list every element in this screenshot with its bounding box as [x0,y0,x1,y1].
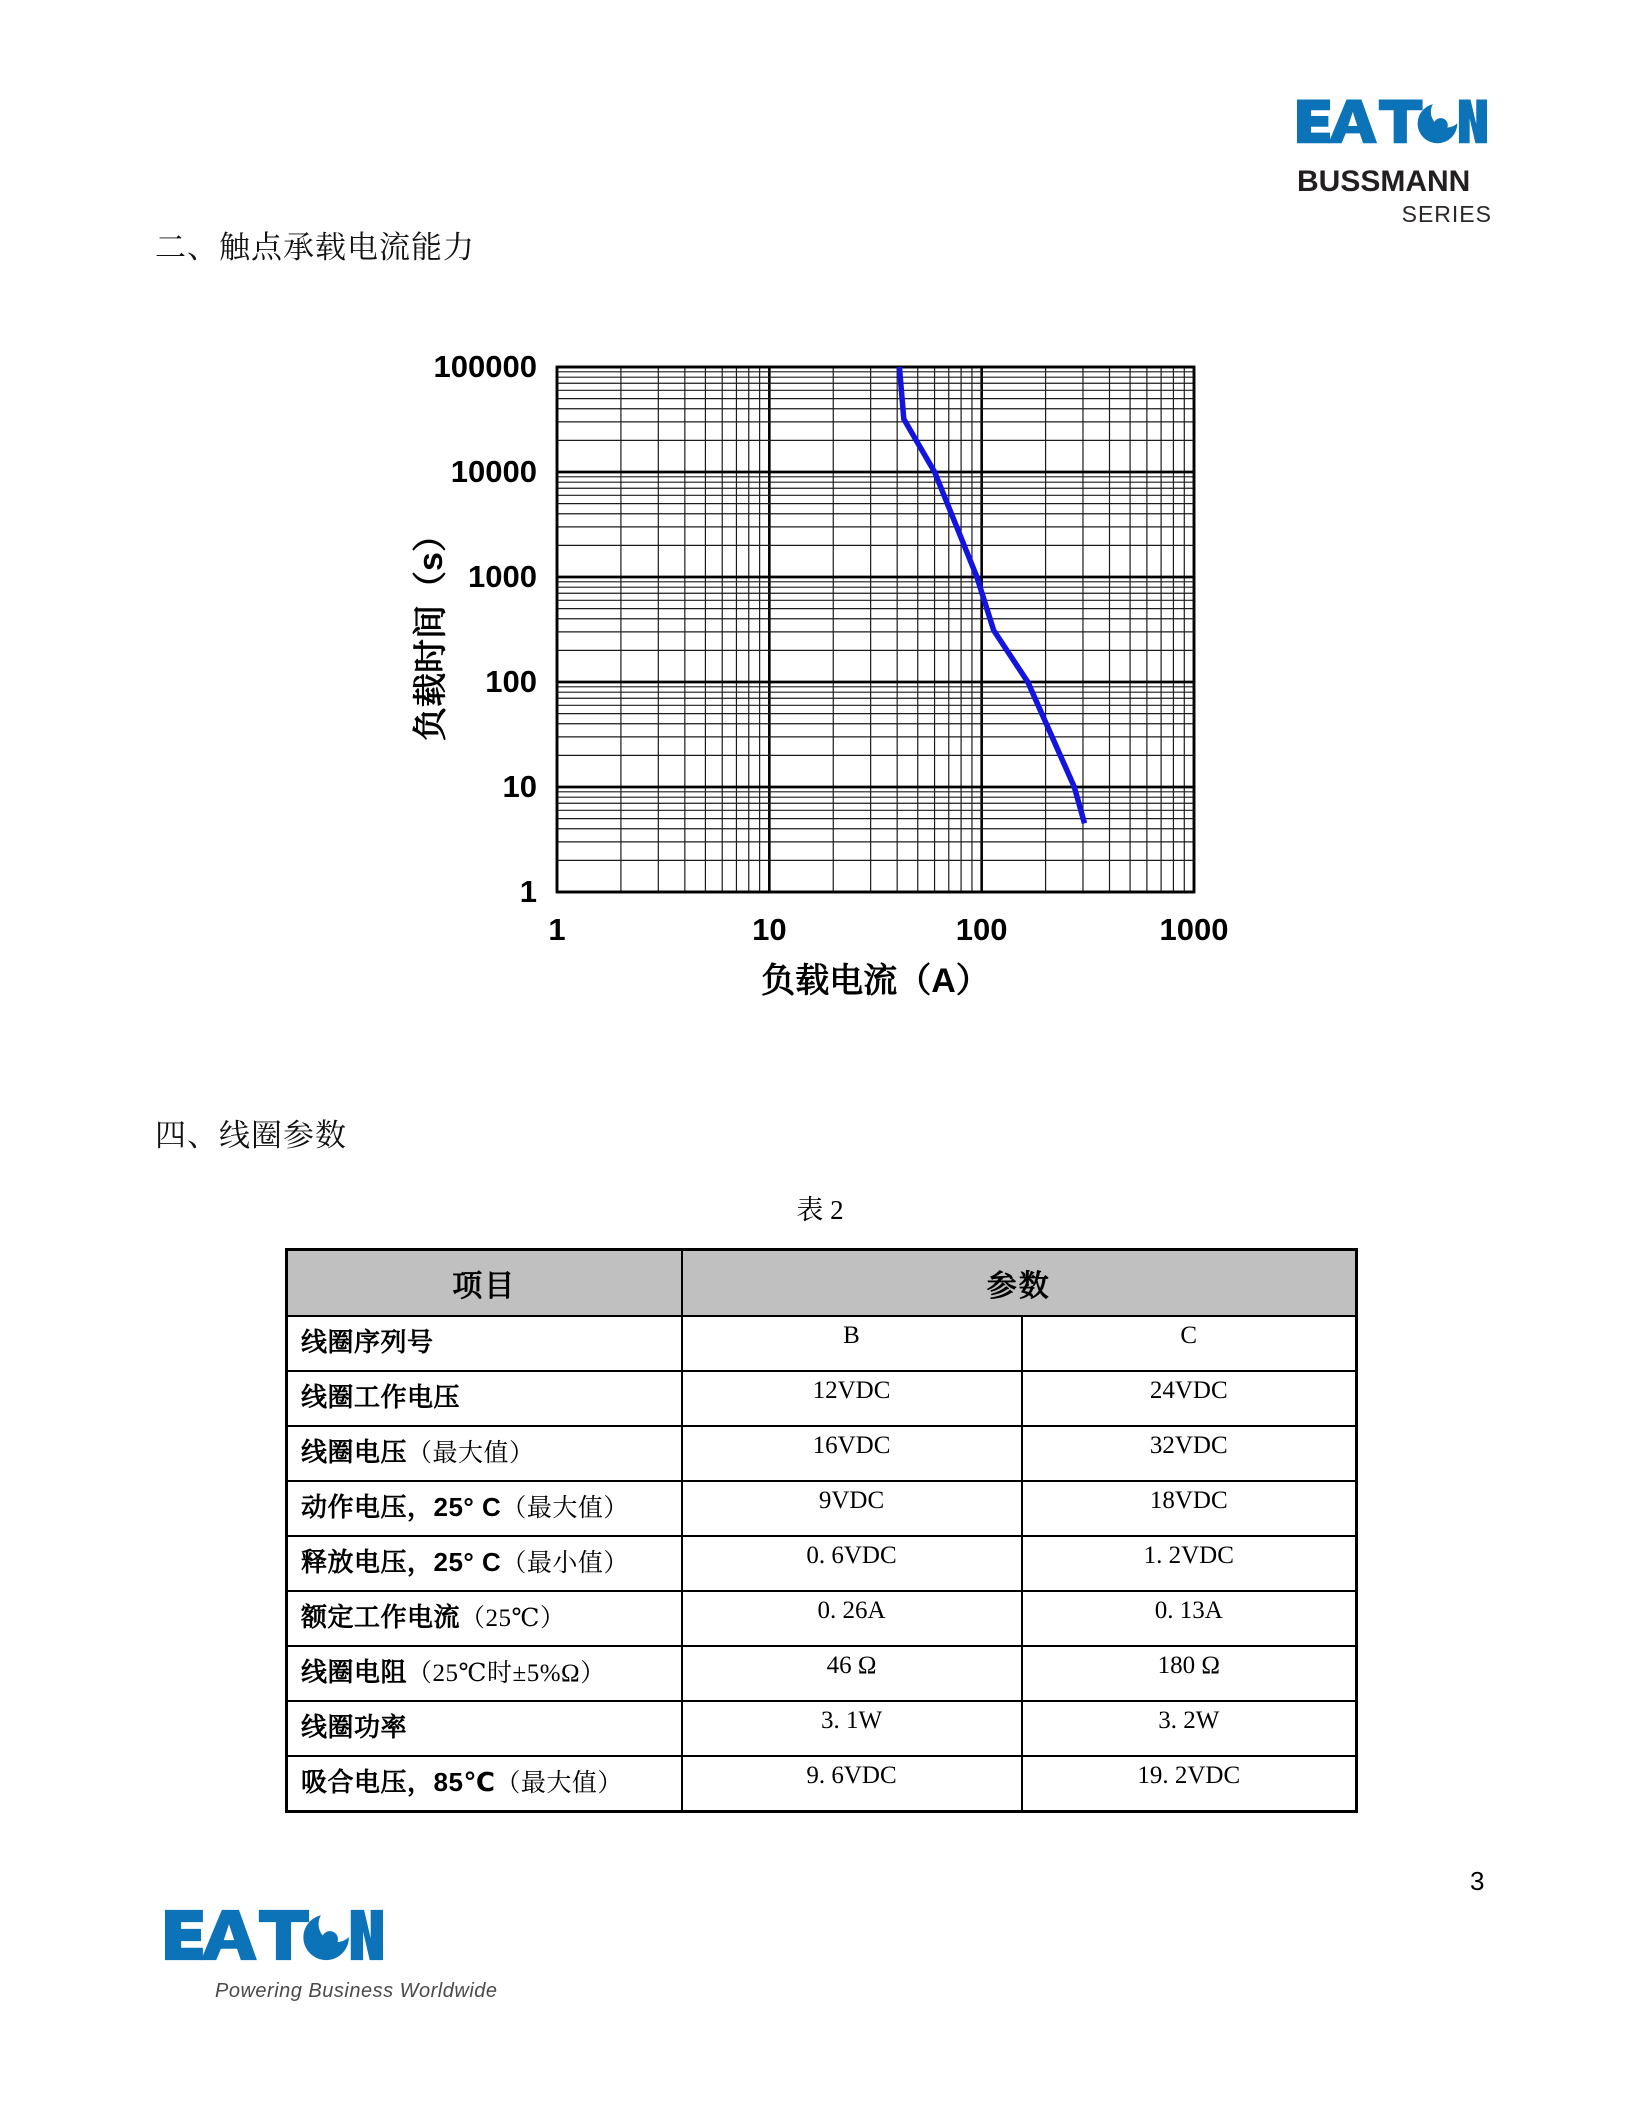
value-c: 0. 13A [1022,1591,1357,1646]
y-tick-label: 1 [519,874,537,909]
section-4-heading: 四、线圈参数 [155,1118,347,1153]
table-row [287,1646,1357,1701]
row-note: （25℃） [460,1605,566,1632]
row-label: 线圈电阻 [301,1657,408,1687]
eaton-logo-icon [1297,96,1487,146]
row-label: 释放电压，25° C [301,1547,502,1577]
y-tick-label: 1000 [468,559,537,594]
value-c: 1. 2VDC [1022,1536,1357,1591]
eaton-tagline: Powering Business Worldwide [215,1980,498,2002]
table-row [287,1316,1357,1371]
value-c: 24VDC [1022,1371,1357,1426]
table-row [287,1426,1357,1481]
row-label: 线圈工作电压 [301,1382,461,1412]
row-label: 动作电压，25° C [301,1492,502,1522]
table-row [287,1481,1357,1536]
row-note: （最大值） [407,1440,535,1467]
bussmann-wordmark: BUSSMANN [1297,165,1471,198]
value-c: 32VDC [1022,1426,1357,1481]
series-wordmark: SERIES [1401,201,1492,227]
value-b: 16VDC [682,1426,1022,1481]
value-c: 18VDC [1022,1481,1357,1536]
table-row [287,1701,1357,1756]
y-tick-label: 100000 [433,349,537,384]
row-label: 额定工作电流 [301,1602,461,1632]
value-b: 0. 6VDC [682,1536,1022,1591]
value-c: C [1022,1316,1357,1371]
x-tick-label: 1 [548,912,566,947]
y-tick-label: 100 [485,664,537,699]
value-b: 12VDC [682,1371,1022,1426]
value-b: 9. 6VDC [682,1756,1022,1812]
footer-brand-block [165,1906,498,2003]
table-row [287,1756,1357,1812]
row-label: 吸合电压，85℃ [301,1767,496,1797]
eaton-logo-icon [165,1906,383,1963]
value-b: 3. 1W [682,1701,1022,1756]
table-row [287,1371,1357,1426]
plot-border [557,367,1194,892]
value-b: B [682,1316,1022,1371]
x-tick-label: 1000 [1159,912,1229,947]
table-caption: 表 2 [796,1195,844,1225]
page-number: 3 [1470,1866,1485,1896]
row-note: （最小值） [501,1550,629,1577]
y-tick-label: 10 [502,769,537,804]
table-header-row [287,1250,1357,1317]
x-axis-title: 负载电流（A） [761,962,990,1000]
load-current-time-chart [380,320,1260,1020]
table-row [287,1591,1357,1646]
coil-parameters-table [285,1248,1358,1813]
value-c: 180 Ω [1022,1646,1357,1701]
row-label: 线圈功率 [301,1712,408,1742]
section-2-heading: 二、触点承载电流能力 [155,230,475,265]
header-brand-block [1297,96,1492,228]
table-row [287,1536,1357,1591]
value-b: 0. 26A [682,1591,1022,1646]
y-axis-title: 负载时间（s） [412,518,450,741]
x-tick-label: 10 [752,912,787,947]
value-c: 3. 2W [1022,1701,1357,1756]
row-note: （最大值） [495,1770,623,1797]
row-note: （最大值） [501,1495,629,1522]
row-note: （25℃时±5%Ω） [407,1660,606,1687]
y-tick-label: 10000 [450,454,537,489]
header-cell-item: 项目 [287,1250,682,1317]
header-cell-param: 参数 [682,1250,1357,1317]
x-tick-label: 100 [955,912,1008,947]
row-label: 线圈电压 [301,1437,408,1467]
value-c: 19. 2VDC [1022,1756,1357,1812]
row-label: 线圈序列号 [301,1327,434,1357]
value-b: 46 Ω [682,1646,1022,1701]
value-b: 9VDC [682,1481,1022,1536]
